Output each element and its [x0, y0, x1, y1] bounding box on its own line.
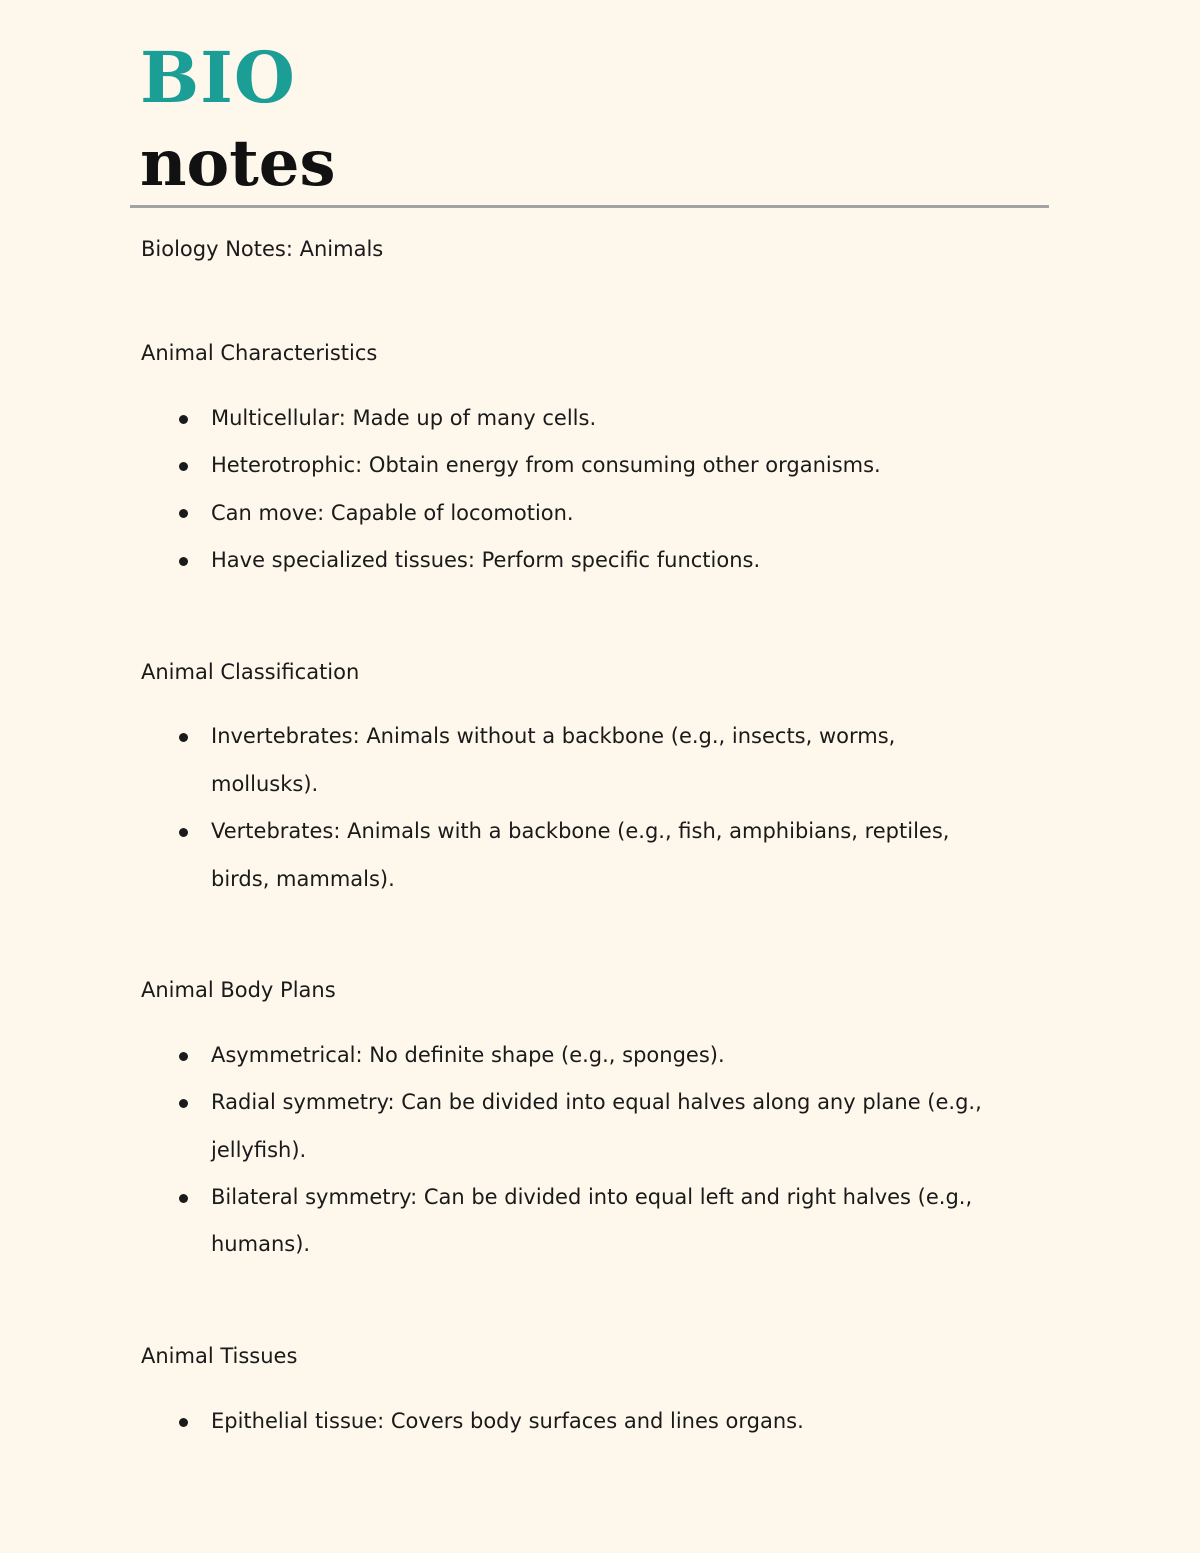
section-heading-classification: Animal Classification [141, 660, 360, 684]
bullet-icon [179, 462, 188, 471]
bullet-icon [179, 415, 188, 424]
bullet-icon [179, 1052, 188, 1061]
bullet-icon [179, 733, 188, 742]
bullet-icon [179, 1418, 188, 1427]
bullet-icon [179, 1194, 188, 1203]
bullet-icon [179, 509, 188, 518]
list-item-line: Bilateral symmetry: Can be divided into equal left and right halves (e.g., [211, 1185, 973, 1209]
bullet-icon [179, 1099, 188, 1108]
list-item-line: Radial symmetry: Can be divided into equal halves along any plane (e.g., [211, 1090, 982, 1114]
list-item: Multicellular: Made up of many cells. [211, 406, 597, 430]
list-item-line: mollusks). [211, 772, 319, 796]
list-item: Epithelial tissue: Covers body surfaces and lines organs. [211, 1409, 804, 1433]
list-item-line: Invertebrates: Animals without a backbone (e.g., insects, worms, [211, 724, 896, 748]
title-bio: BIO [140, 36, 296, 119]
section-heading-tissues: Animal Tissues [141, 1344, 298, 1368]
bullet-icon [179, 828, 188, 837]
list-item-line: Vertebrates: Animals with a backbone (e.g., fish, amphibians, reptiles, [211, 819, 950, 843]
section-heading-characteristics: Animal Characteristics [141, 341, 378, 365]
title-notes: notes [140, 126, 336, 201]
document-title: Biology Notes: Animals [141, 237, 384, 261]
list-item: Can move: Capable of locomotion. [211, 501, 574, 525]
list-item-line: birds, mammals). [211, 867, 395, 891]
list-item: Have specialized tissues: Perform specific functions. [211, 548, 761, 572]
bullet-icon [179, 557, 188, 566]
list-item-line: humans). [211, 1232, 311, 1256]
list-item: Heterotrophic: Obtain energy from consuming other organisms. [211, 453, 881, 477]
header-divider [130, 205, 1049, 208]
section-heading-body-plans: Animal Body Plans [141, 978, 336, 1002]
list-item: Asymmetrical: No definite shape (e.g., sponges). [211, 1043, 725, 1067]
list-item-line: jellyfish). [211, 1138, 307, 1162]
